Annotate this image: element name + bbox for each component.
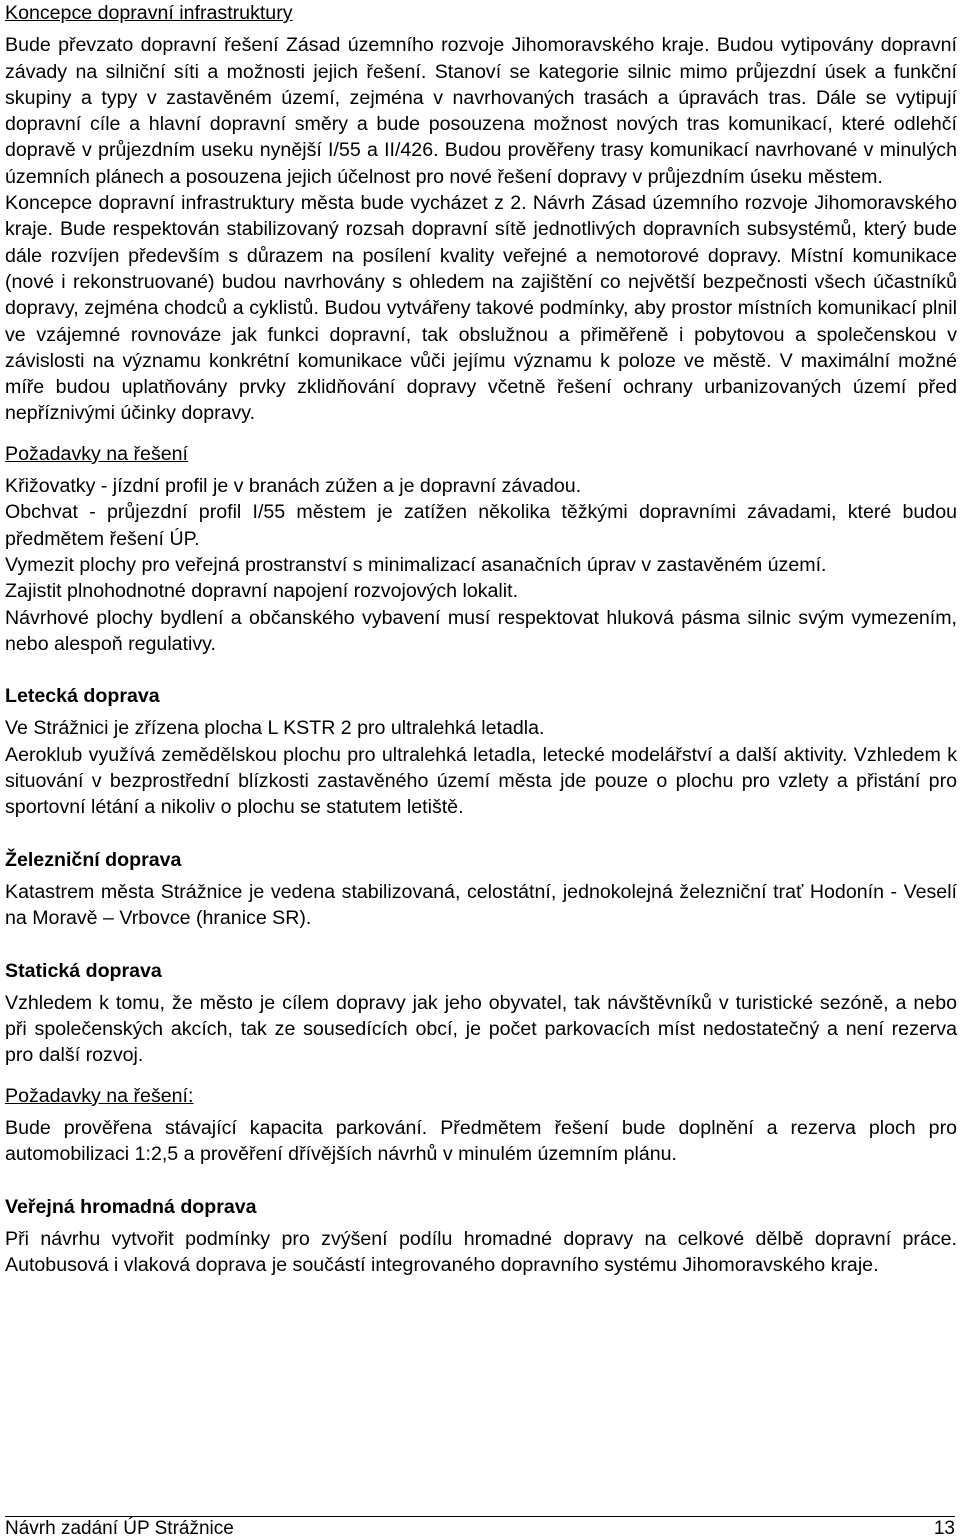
requirement-line-4: Zajistit plnohodnotné dopravní napojení rozvojových lokalit. [5,580,519,603]
paragraph-letecka-1: Ve Strážnici je zřízena plocha L KSTR 2 pro ultralehká letadla. [5,717,545,740]
paragraph-koncepce-1: Bude převzato dopravní řešení Zásad územního rozvoje Jihomoravského kraje. Budou vytipovány dopravní závady na silniční síti a možnosti jejich řešení. Stanoví se kategorie silnic mimo průjezdní úsek a funkční skupiny a typy v zastavěném území, zejména v navrhovaných trasách a úpravách tras. Dále se vytipují dopravní cíle a hlavní dopravní směry a bude posouzena možnost nových tras komunikací, které odlehčí dopravě v průjezdním useku nynější I/55 a II/426. Budou prověřeny trasy komunikací navrhované v minulých územních plánech a posouzena jejich účelnost pro nové řešení dopravy v průjezdním úseku městem. [5,34,957,188]
page-number: 13 [933,1518,955,1539]
requirement-line-2: Obchvat - průjezdní profil I/55 městem je zatížen několika těžkými dopravními závadami, které budou předmětem řešení ÚP. [5,501,957,550]
requirement-line-1: Křižovatky - jízdní profil je v branách zúžen a je dopravní závadou. [5,475,582,498]
heading-koncepce: Koncepce dopravní infrastruktury [5,2,293,24]
requirement-line-5: Návrhové plochy bydlení a občanského vybavení musí respektovat hluková pásma silnic svým vymezením, nebo alespoň regulativy. [5,606,957,655]
heading-zeleznicni: Železniční doprava [5,848,182,871]
page-footer [5,1516,955,1539]
requirement-line-3: Vymezit plochy pro veřejná prostranství s minimalizací asanačních úprav v zastavěném území. [5,553,827,576]
paragraph-pozadavky-2: Bude prověřena stávající kapacita parkování. Předmětem řešení bude doplnění a rezerva ploch pro automobilizaci 1:2,5 a prověření dřívějších návrhů v minulém územním plánu. [5,1116,957,1166]
footer-document-title: Návrh zadání ÚP Strážnice [5,1518,234,1539]
paragraph-zeleznicni: Katastrem města Strážnice je vedena stabilizovaná, celostátní, jednokolejná železniční trať Hodonín - Veselí na Moravě – Vrbovce (hranice SR). [5,880,957,930]
heading-pozadavky-2: Požadavky na řešení: [5,1084,194,1107]
heading-verejna: Veřejná hromadná doprava [5,1195,257,1218]
heading-staticka: Statická doprava [5,959,162,982]
paragraph-koncepce-2: Koncepce dopravní infrastruktury města bude vycházet z 2. Návrh Zásad územního rozvoje Jihomoravského kraje. Bude respektován stabilizovaný rozsah dopravní sítě jednotlivých dopravních subsystémů, který bude dále rozvíjen především s důrazem na posílení kvality veřejné a nemotorové dopravy. Místní komunikace (nové i rekonstruované) budou navrhovány s ohledem na zajištění co největší bezpečnosti všech účastníků dopravy, zejména chodců a cyklistů. Budou vytvářeny takové podmínky, aby prostor místních komunikací plnil ve vzájemné rovnováze jak funkci dopravní, tak obslužnou a přiměřeně i pobytovou a společenskou v závislosti na významu konkrétní komunikace vůči jejímu významu k poloze ve městě. V maximální možné míře budou uplatňovány prvky zklidňování dopravy včetně řešení ochrany urbanizovaných území před nepříznivými účinky dopravy. [5,192,957,425]
paragraph-staticka: Vzhledem k tomu, že město je cílem dopravy jak jeho obyvatel, tak návštěvníků v turistické sezóně, a nebo při společenských akcích, tak ze sousedících obcí, je počet parkovacích míst nedostatečný a není rezerva pro další rozvoj. [5,991,957,1067]
heading-pozadavky-1: Požadavky na řešení [5,442,188,465]
heading-letecka: Letecká doprava [5,685,160,708]
paragraph-letecka-2: Aeroklub využívá zemědělskou plochu pro ultralehká letadla, letecké modelářství a další aktivity. Vzhledem k situování v bezprostřední blízkosti zastavěného území města jde pouze o plochu pro vzlety a přistání pro sportovní létání a nikoliv o plochu se statutem letiště. [5,743,957,819]
paragraph-verejna: Při návrhu vytvořit podmínky pro zvýšení podílu hromadné dopravy na celkové dělbě dopravní práce. Autobusová i vlaková doprava je součástí integrovaného dopravního systému Jihomoravského kraje. [5,1227,957,1277]
document-body [5,0,957,1278]
